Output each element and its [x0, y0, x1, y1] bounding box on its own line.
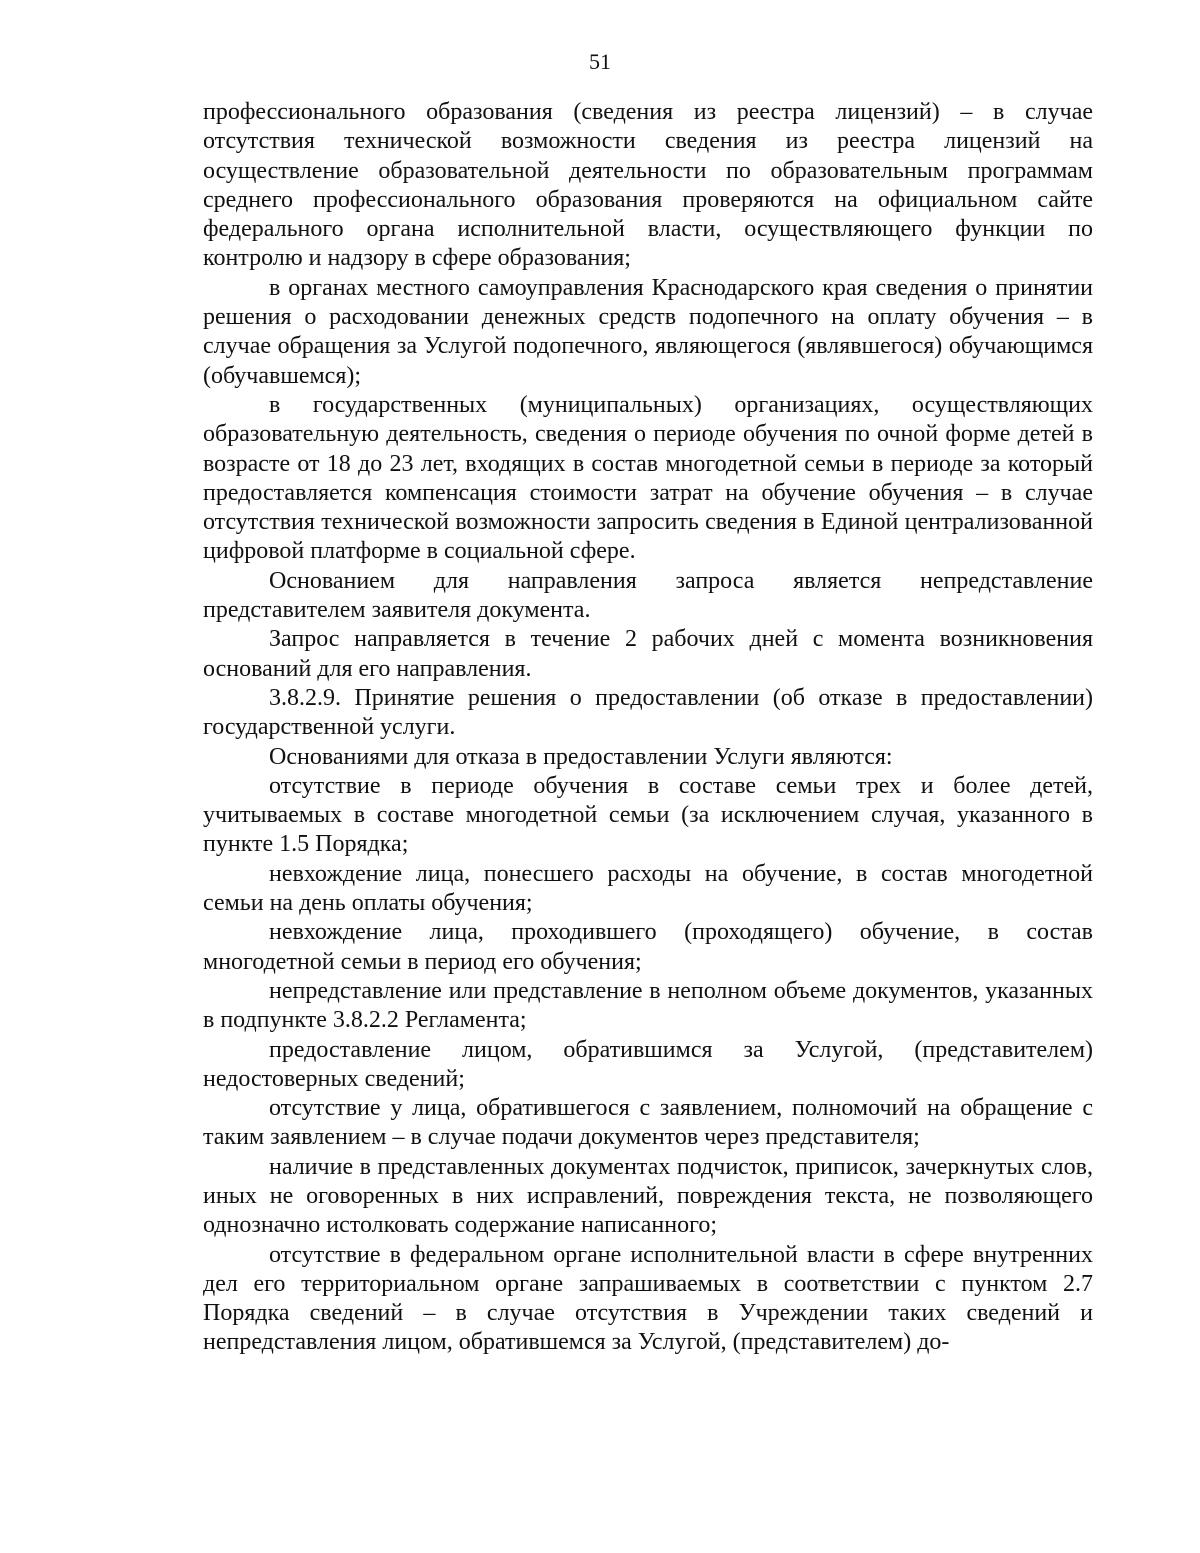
list-item: отсутствие у лица, обратившегося с заявлением, полномочий на обращение с таким заявлением – в случае подачи документов через представителя; [203, 1095, 1093, 1151]
section-heading-3-8-2-9: 3.8.2.9. Принятие решения о предоставлении (об отказе в предоставлении) государственной услуги. [203, 684, 1093, 741]
paragraph: Основаниями для отказа в предоставлении Услуги являются: [269, 743, 893, 770]
document-body [203, 98, 1093, 1358]
list-item: невхождение лица, понесшего расходы на обучение, в состав многодетной семьи на день оплаты обучения; [203, 860, 1093, 917]
list-item: невхождение лица, проходившего (проходящего) обучение, в состав многодетной семьи в период его обучения; [203, 919, 1093, 975]
paragraph: в органах местного самоуправления Краснодарского края сведения о принятии решения о расходовании денежных средств подопечного на оплату обучения – в случае обращения за Услугой подопечного, являющегося (являвшегося) обучающимся (обучавшемся); [203, 274, 1093, 389]
paragraph-continuation: профессионального образования (сведения из реестра лицензий) – в случае отсутствия технической возможности сведения из реестра лицензий на осуществление образовательной деятельности по образовательным программам среднего профессионального образования проверяются на официальном сайте федерального органа исполнительной власти, осуществляющего функции по контролю и надзору в сфере образования; [203, 99, 1093, 272]
list-item: предоставление лицом, обратившимся за Услугой, (представителем) недостоверных сведений; [203, 1036, 1093, 1092]
list-item: наличие в представленных документах подчисток, приписок, зачеркнутых слов, иных не оговоренных в них исправлений, повреждения текста, не позволяющего однозначно истолковать содержание написанного; [203, 1153, 1093, 1239]
list-item: непредставление или представление в неполном объеме документов, указанных в подпункте 3.8.2.2 Регламента; [203, 977, 1093, 1034]
list-item: отсутствие в периоде обучения в составе семьи трех и более детей, учитываемых в составе многодетной семьи (за исключением случая, указанного в пункте 1.5 Порядка; [203, 772, 1093, 858]
page-number: 51 [589, 49, 611, 74]
paragraph: в государственных (муниципальных) организациях, осуществляющих образовательную деятельность, сведения о периоде обучения по очной форме детей в возрасте от 18 до 23 лет, входящих в состав многодетной семьи в периоде за который предоставляется компенсация стоимости затрат на обучение обучения – в случае отсутствия технической возможности запросить сведения в Единой централизованной цифровой платформе в социальной сфере. [203, 391, 1093, 565]
paragraph: Основанием для направления запроса является непредставление представителем заявителя документа. [203, 567, 1093, 624]
list-item: отсутствие в федеральном органе исполнительной власти в сфере внутренних дел его территориальном органе запрашиваемых в соответствии с пунктом 2.7 Порядка сведений – в случае отсутствия в Учреждении таких сведений и непредставления лицом, обратившемся за Услугой, (представителем) до- [203, 1241, 1093, 1356]
paragraph: Запрос направляется в течение 2 рабочих дней с момента возникновения оснований для его направления. [203, 626, 1093, 682]
